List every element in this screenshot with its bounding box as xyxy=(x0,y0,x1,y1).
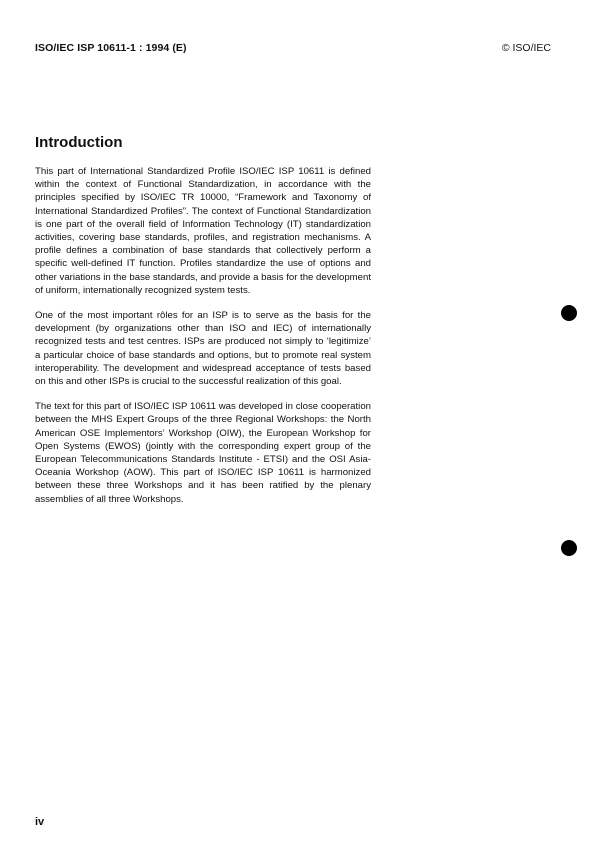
paragraph: This part of International Standardized Profile ISO/IEC ISP 10611 is defined within the context of Functional Standardization, in accordance with the principles specified by ISO/IEC TR 10000, “Framework and Taxonomy of International Standardized Profiles”. The context of Functional Standardization is one part of the overall field of Information Technology (IT) standardization activities, covering base standards, profiles, and registration mechanisms. A profile defines a combination of base standards that collectively perform a specific well-defined IT function. Profiles standardize the use of options and other variations in the base standards, and provide a basis for the development of uniform, internationally recognized system tests. xyxy=(35,166,371,296)
paragraph: The text for this part of ISO/IEC ISP 10611 was developed in close cooperation between the MHS Expert Groups of the three Regional Workshops: the North American OSE Implementors’ Workshop (OIW), the European Workshop for Open Systems (EWOS) (jointly with the corresponding expert group of the European Telecommunications Standards Institute - ETSI) and the OSI Asia-Oceania Workshop (AOW). This part of ISO/IEC ISP 10611 is harmonized between these three Workshops and it has been ratified by the plenary assemblies of all three Workshops. xyxy=(35,401,371,505)
copyright-notice: © ISO/IEC xyxy=(501,42,551,54)
paragraph: One of the most important rôles for an ISP is to serve as the basis for the development (by organizations other than ISO and IEC) of internationally recognized tests and test centres. ISPs are produced not simply to ‘legitimize’ a particular choice of base standards and options, but to promote real system interoperability. The development and widespread acceptance of tests based on this and other ISPs is crucial to the successful realization of this goal. xyxy=(35,310,371,388)
section-body xyxy=(35,165,371,518)
binding-hole-mark xyxy=(561,305,577,321)
standard-reference: ISO/IEC ISP 10611-1 : 1994 (E) xyxy=(35,42,187,54)
binding-hole-mark xyxy=(561,540,577,556)
section-title: Introduction xyxy=(35,134,123,151)
page-number: iv xyxy=(35,816,45,828)
